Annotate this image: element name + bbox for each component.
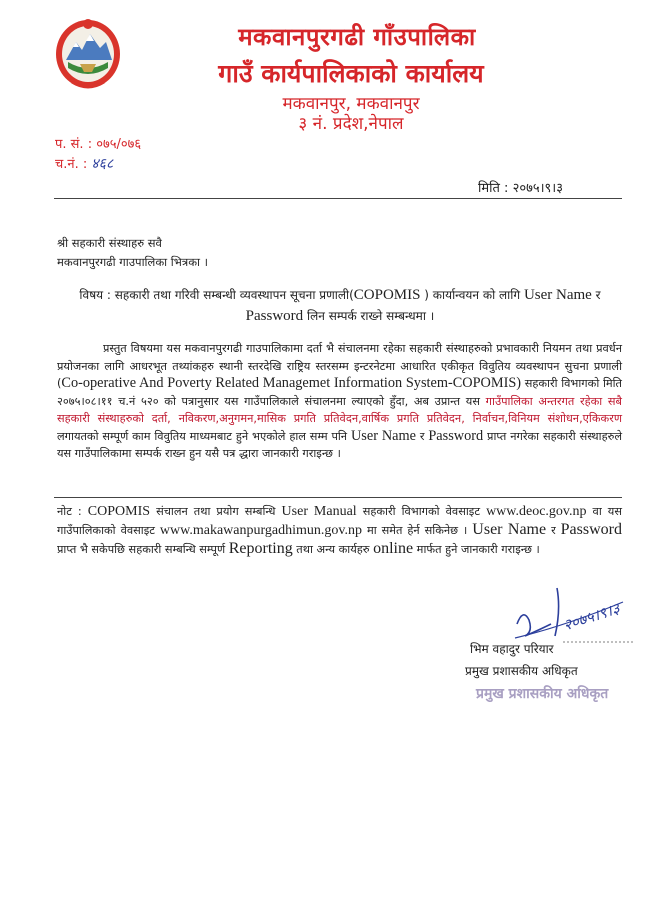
subject-username: User Name: [523, 287, 592, 303]
note-text-1: संचालन तथा प्रयोग सम्बन्धि: [150, 505, 282, 518]
note-reporting: Reporting: [228, 540, 293, 557]
official-stamp: प्रमुख प्रशासकीय अधिकृत: [476, 686, 609, 702]
dispatch-number-value: ४६८: [91, 156, 114, 172]
note-username: User Name: [472, 521, 547, 538]
note-text-8: मार्फत हुने जानकारी गराइन्छ ।: [413, 543, 540, 556]
body-username: User Name: [350, 427, 416, 444]
note-text-2: सहकारी विभागको वेवसाइट: [356, 505, 487, 518]
body-text-3: लगायतको सम्पूर्ण काम विवुतिय माध्यमबाट हुने भएकोले हाल सम्म पनि: [57, 429, 351, 443]
note-online: online: [373, 540, 414, 557]
office-name: गाउँ कार्यपालिकाको कार्यालय: [218, 59, 484, 88]
note-user-manual: User Manual: [281, 504, 357, 519]
body-text-5: प्राप्त नगरेका सहकारी संस्थाहरुले यस गाउँपालिकामा सम्पर्क राख्न हुन यसै पत्र द्धारा जानकारी गराइन्छ ।: [57, 429, 622, 460]
body-text-1: प्रस्तुत विषयमा यस मकवानपुरगढी गाउपालिकामा दर्ता भै संचालनमा रहेका सहकारी संस्थाहरुको प्रभावकारी नियमन तथा प्रवर्धन प्रयोजनका लागि आधरभूत तथ्यांकहरु स्थानी स्तरदेखि राष्ट्रिय स्तरसम्म इन्टरनेटमा आधारित एकीकृत विवुतिय व्यवस्थापन सुचना प्रणाली (: [57, 342, 622, 390]
subject-text-3: र: [591, 288, 601, 302]
note-paragraph: [57, 503, 622, 559]
body-text-4: र: [415, 429, 429, 443]
subject-password: Password: [245, 308, 304, 324]
address-line-1: मकवानपुर, मकवानपुर: [282, 94, 420, 114]
letter-date: मिति : २०७५।९।३: [478, 181, 563, 196]
subject-copomis: COPOMIS: [353, 287, 421, 303]
note-copomis: COPOMIS: [87, 504, 151, 519]
note-text-7: तथा अन्य कार्यहरु: [292, 543, 374, 556]
dispatch-number: [55, 154, 113, 173]
note-text-6: प्राप्त भै सकेपछि सहकारी सम्बन्धि सम्पूर्ण: [57, 543, 229, 556]
dispatch-number-label: च.नं. :: [55, 157, 88, 172]
note-text-4: मा समेत हेर्न सकिनेछ ।: [361, 524, 473, 537]
signatory-name: भिम वहादुर परियार: [470, 642, 554, 656]
signatory-title: प्रमुख प्रशासकीय अधिकृत: [465, 664, 578, 678]
note-label: नोट :: [57, 505, 88, 518]
body-copomis-fullname: Co-operative And Poverty Related Managemet Information System-COPOMIS): [61, 375, 522, 391]
subject-text-1: विषय : सहकारी तथा गरिवी सम्बन्धी व्यवस्थापन सूचना प्रणाली(: [79, 288, 354, 302]
addressee-line-1: श्री सहकारी संस्थाहरु सवै: [57, 236, 162, 250]
note-website-deoc: www.deoc.gov.np: [486, 504, 587, 519]
subject-text-4: लिन सम्पर्क राख्ने सम्बन्धमा ।: [303, 309, 435, 323]
note-password: Password: [560, 521, 622, 538]
subject-line: [70, 285, 610, 327]
body-password: Password: [428, 427, 484, 444]
header-divider: [54, 198, 622, 199]
address-line-2: ३ नं. प्रदेश,नेपाल: [298, 114, 404, 134]
subject-text-2: ) कार्यान्वयन को लागि: [420, 288, 524, 302]
body-paragraph: [57, 340, 622, 463]
signature-date: २०७५।९।३: [560, 599, 622, 635]
body-highlighted-services: गाउँपालिका अन्तरगत रहेका सबै सहकारी संस्थाहरुको दर्ता, नविकरण,अनुगमन,मासिक प्रगति प्रतिवेदन,वार्षिक प्रगति प्रतिवेदन, निर्वाचन,विनियम संशोधन,एकिकरण: [57, 394, 622, 425]
note-text-5: र: [546, 524, 561, 537]
note-text-3: वा यस गाउँपालिकाको वेवसाइट: [57, 505, 622, 537]
letter-reference-number: प. सं. : ०७५/०७६: [55, 137, 142, 152]
body-text-2: सहकारी विभागको मिति २०७५।०८।११ च.नं ५२० को पत्रानुसार यस गाउँपालिकाले संचालनमा ल्याएको हुँदा, अब उप्रान्त यस: [57, 377, 622, 408]
note-website-municipality: www.makawanpurgadhimun.gov.np: [159, 523, 362, 538]
note-divider: [54, 497, 622, 498]
addressee-line-2: मकवानपुरगढी गाउपालिका भित्रका ।: [57, 255, 209, 269]
municipality-name: मकवानपुरगढी गाँउपालिका: [238, 23, 476, 51]
